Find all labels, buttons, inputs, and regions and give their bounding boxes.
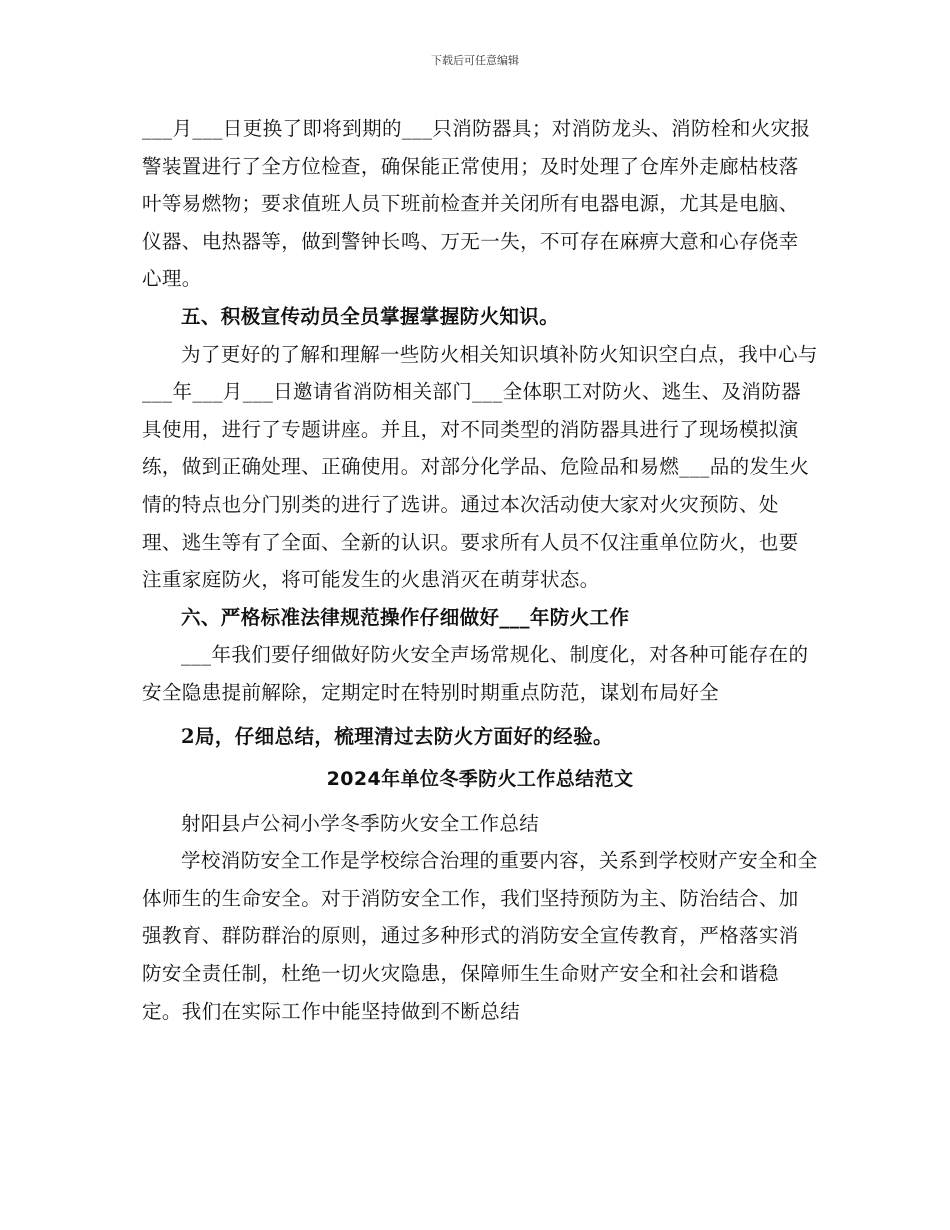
paragraph-summary-bold: 2局，仔细总结，梳理清过去防火方面好的经验。 [181,724,613,748]
page-header: 下载后可任意编辑 [431,54,519,67]
section-heading-six: 六、严格标准法律规范操作仔细做好___年防火工作 [181,605,630,629]
article-title: 2024年单位冬季防火工作总结范文 [326,768,634,791]
section-heading-five: 五、积极宣传动员全员掌握掌握防火知识。 [181,304,560,328]
document-body [142,110,818,1030]
paragraph-fire-knowledge: 为了更好的了解和理解一些防火相关知识填补防火知识空白点，我中心与___年___月___日邀请省消防相关部门___全体职工对防火、逃生、及消防器具使用，进行了专题讲座。并且，对不同类型的消防器具进行了现场模拟演练，做到正确处理、正确使用。对部分化学品、危险品和易燃___品的发生火情的特点也分门别类的进行了选讲。通过本次活动使大家对火灾预防、处理、逃生等有了全面、全新的认识。要求所有人员不仅注重单位防火，也要注重家庭防火，将可能发生的火患消灭在萌芽状态。 [142,342,818,592]
article-subtitle: 射阳县卢公祠小学冬季防火安全工作总结 [181,811,540,835]
article-paragraph: 学校消防安全工作是学校综合治理的重要内容，关系到学校财产安全和全体师生的生命安全。对于消防安全工作，我们坚持预防为主、防治结合、加强教育、群防群治的原则，通过多种形式的消防安全宣传教育，严格落实消防安全责任制，杜绝一切火灾隐患，保障师生生命财产安全和社会和谐稳定。我们在实际工作中能坚持做到不断总结 [142,849,818,1023]
paragraph-fire-work-plan: ___年我们要仔细做好防火安全声场常规化、制度化，对各种可能存在的安全隐患提前解除，定期定时在特别时期重点防范，谋划布局好全 [142,643,809,704]
paragraph-fire-equipment: ___月___日更换了即将到期的___只消防器具；对消防龙头、消防栓和火灾报警装置进行了全方位检查，确保能正常使用；及时处理了仓库外走廊枯枝落叶等易燃物；要求值班人员下班前检查并关闭所有电器电源，尤其是电脑、仪器、电热器等，做到警钟长鸣、万无一失，不可存在麻痹大意和心存侥幸心理。 [142,117,811,291]
